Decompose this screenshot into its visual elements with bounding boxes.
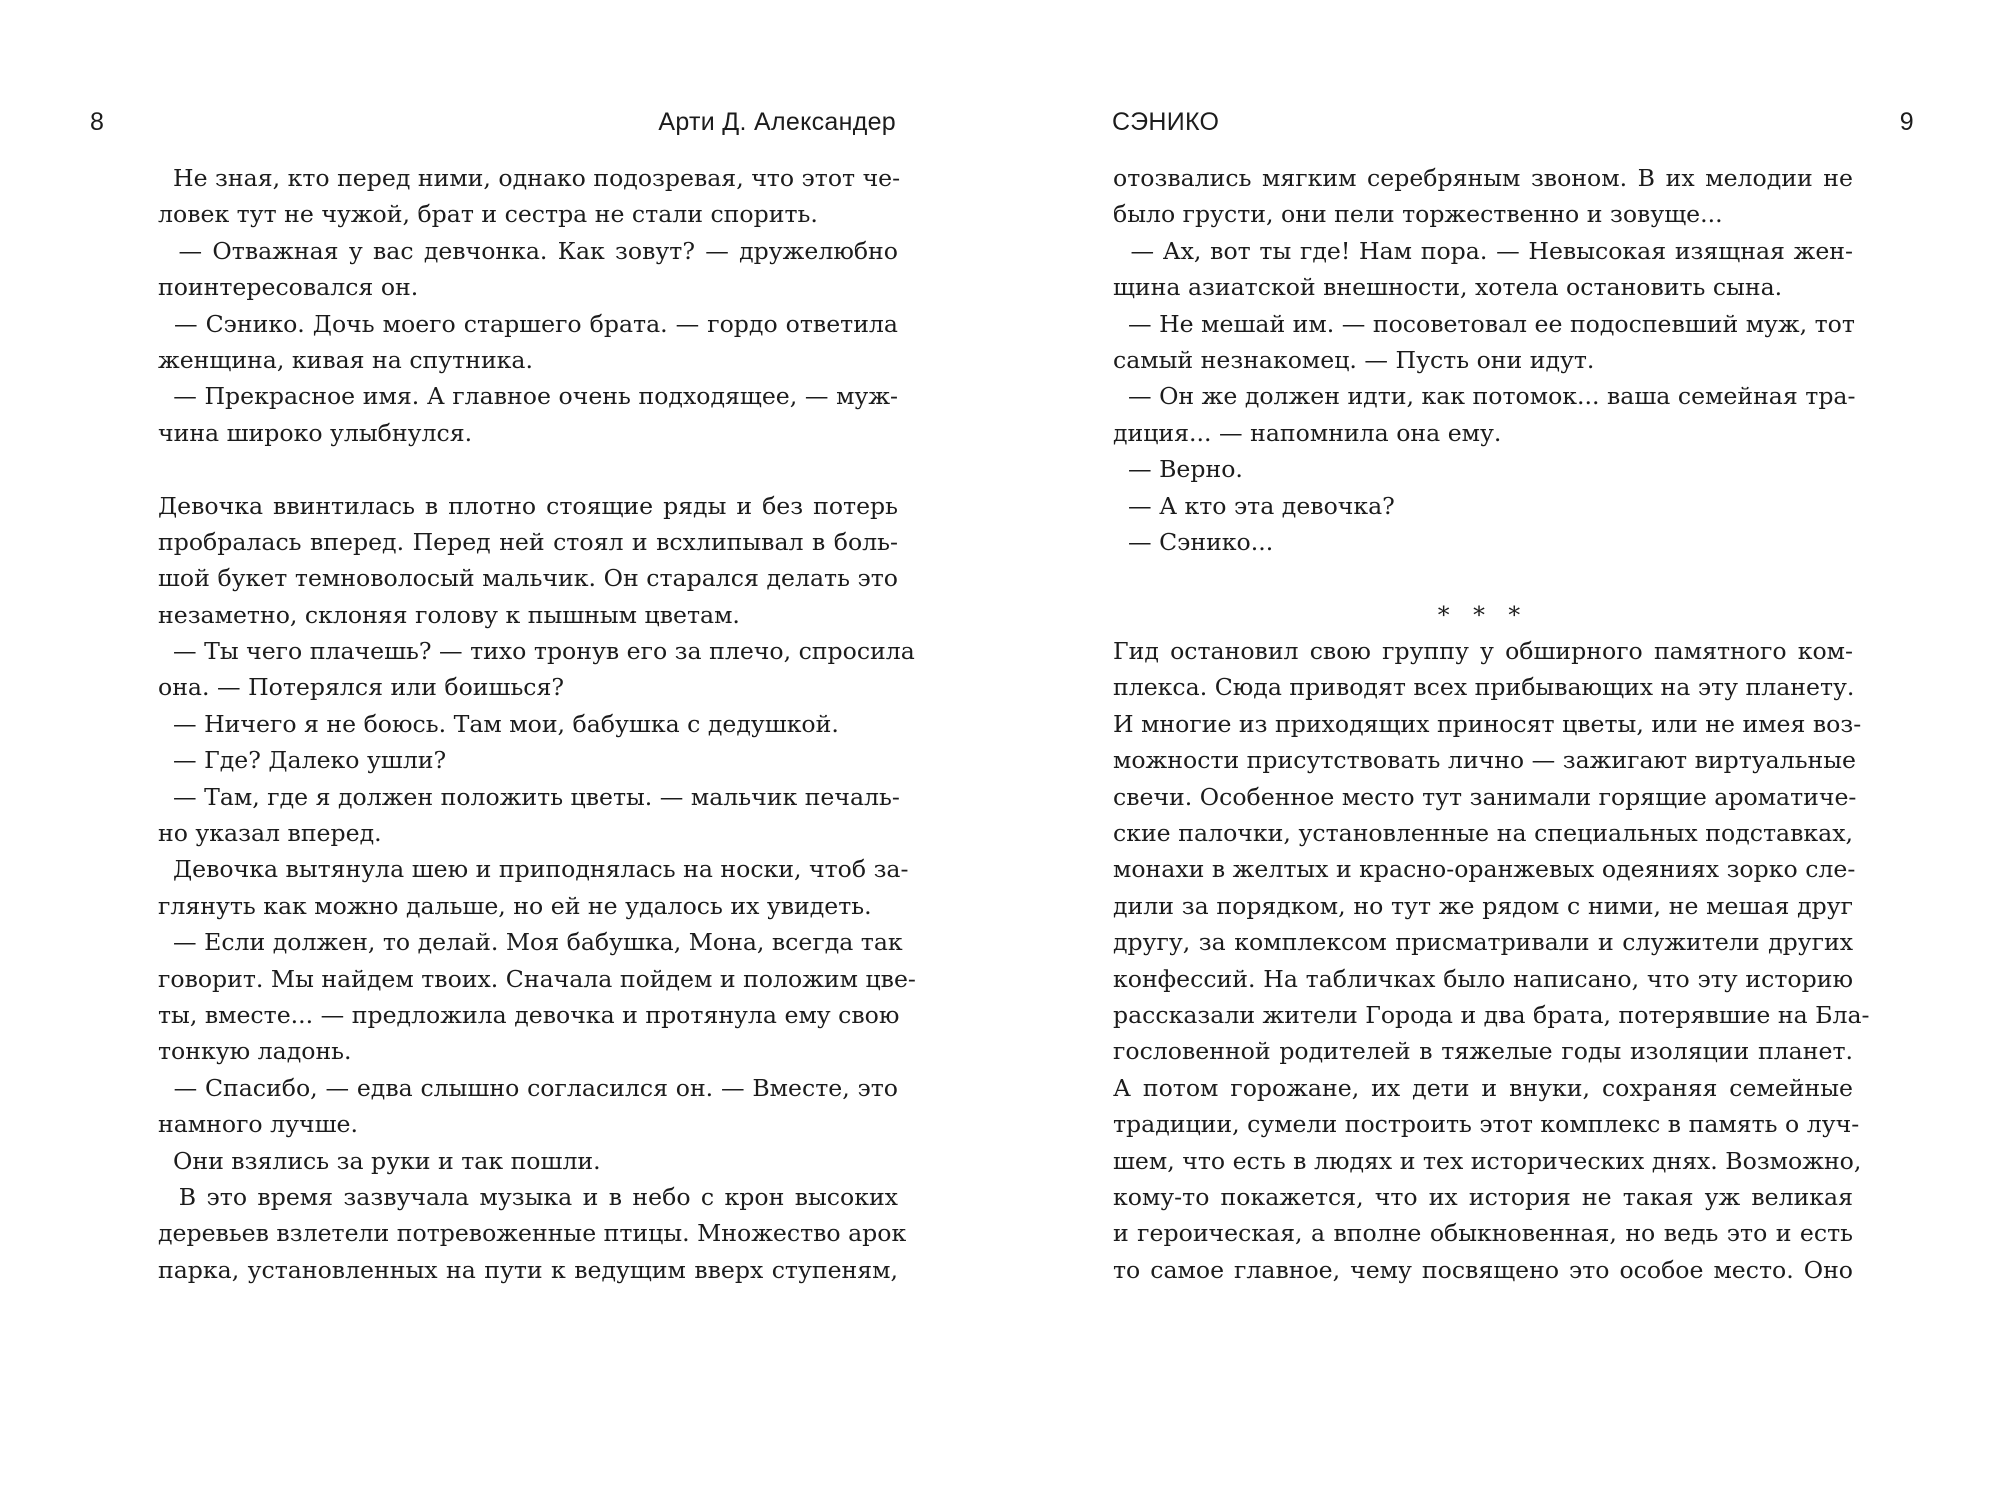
text-line: ские палочки, установленные на специальных подставках,	[1113, 819, 1853, 848]
text-line: намного лучше.	[158, 1110, 359, 1139]
text-line: деревьев взлетели потревоженные птицы. Множество арок	[158, 1219, 907, 1248]
text-line: то самое главное, чему посвящено это особое место. Оно	[1113, 1255, 1853, 1284]
text-line: можности присутствовать лично — зажигают виртуальные	[1113, 746, 1857, 775]
text-line: самый незнакомец. — Пусть они идут.	[1113, 345, 1595, 374]
text-line: — Верно.	[1113, 455, 1243, 484]
text-line: — Ах, вот ты где! Нам пора. — Невысокая изящная жен-	[1113, 236, 1853, 265]
text-line: и героическая, а вполне обыкновенная, но ведь это и есть	[1113, 1219, 1853, 1248]
text-line: — Ты чего плачешь? — тихо тронув его за плечо, спросила	[158, 637, 915, 666]
text-line: — Спасибо, — едва слышно согласился он. — Вместе, это	[158, 1073, 898, 1102]
text-line: щина азиатской внешности, хотела остановить сына.	[1113, 273, 1783, 302]
text-line: отозвались мягким серебряным звоном. В их мелодии не	[1113, 164, 1853, 192]
text-line: — Там, где я должен положить цветы. — мальчик печаль-	[158, 782, 900, 811]
page-number: 9	[1899, 108, 1914, 136]
text-line: традиции, сумели построить этот комплекс в память о луч-	[1113, 1110, 1860, 1139]
blank-line	[158, 451, 898, 487]
text-line: А потом горожане, их дети и внуки, сохраняя семейные	[1113, 1073, 1853, 1102]
text-line: она. — Потерялся или боишься?	[158, 673, 565, 702]
text-line: — Прекрасное имя. А главное очень подходящее, — муж-	[158, 382, 898, 411]
text-line: И многие из приходящих приносят цветы, или не имея воз-	[1113, 709, 1862, 738]
text-line: монахи в желтых и красно-оранжевых одеяниях зорко сле-	[1113, 855, 1856, 884]
right-page	[1000, 0, 2000, 1495]
text-line: плекса. Сюда приводят всех прибывающих на эту планету.	[1113, 673, 1855, 702]
text-line: чина широко улыбнулся.	[158, 418, 473, 447]
text-line: Они взялись за руки и так пошли.	[158, 1146, 601, 1175]
text-line: шой букет темноволосый мальчик. Он старался делать это	[158, 564, 898, 593]
text-line: парка, установленных на пути к ведущим вверх ступеням,	[158, 1255, 898, 1284]
text-line: диция... — напомнила она ему.	[1113, 418, 1502, 447]
text-line: Девочка ввинтилась в плотно стоящие ряды и без потерь	[158, 491, 898, 520]
text-line: — Ничего я не боюсь. Там мои, бабушка с дедушкой.	[158, 709, 839, 738]
page-number: 8	[90, 108, 105, 136]
text-line: Не зная, кто перед ними, однако подозревая, что этот че-	[158, 164, 901, 192]
text-line: было грусти, они пели торжественно и зовуще...	[1113, 200, 1723, 229]
text-line: кому-то покажется, что их история не такая уж великая	[1113, 1182, 1853, 1211]
text-line: шем, что есть в людях и тех исторических днях. Возможно,	[1113, 1146, 1862, 1175]
text-line: свечи. Особенное место тут занимали горящие ароматиче-	[1113, 782, 1857, 811]
text-line: тонкую ладонь.	[158, 1037, 352, 1066]
running-head-author: Арти Д. Александер	[658, 108, 896, 136]
text-line: пробралась вперед. Перед ней стоял и всхлипывал в боль-	[158, 527, 898, 556]
text-line: В это время зазвучала музыка и в небо с крон высоких	[158, 1182, 898, 1211]
text-line: — А кто эта девочка?	[1113, 491, 1395, 520]
text-line: Гид остановил свою группу у обширного памятного ком-	[1113, 637, 1853, 666]
section-break: * * *	[1437, 600, 1529, 629]
text-line: говорит. Мы найдем твоих. Сначала пойдем и положим цве-	[158, 964, 916, 993]
text-line: — Если должен, то делай. Моя бабушка, Мона, всегда так	[158, 928, 903, 957]
text-line: другу, за комплексом присматривали и служители других	[1113, 928, 1853, 957]
blank-line	[1113, 560, 1853, 596]
text-line: глянуть как можно дальше, но ей не удалось их увидеть.	[158, 891, 872, 920]
text-line: рассказали жители Города и два брата, потерявшие на Бла-	[1113, 1000, 1870, 1029]
text-line: — Сэнико...	[1113, 527, 1274, 556]
text-line: — Отважная у вас девчонка. Как зовут? — дружелюбно	[158, 236, 898, 265]
body-text	[158, 160, 916, 1288]
body-text	[1113, 160, 1870, 1288]
text-line: дили за порядком, но тут же рядом с ними, не мешая друг	[1113, 891, 1853, 920]
text-line: незаметно, склоняя голову к пышным цветам.	[158, 600, 740, 629]
text-line: — Сэнико. Дочь моего старшего брата. — гордо ответила	[158, 309, 898, 338]
text-line: конфессий. На табличках было написано, что эту историю	[1113, 964, 1853, 993]
text-line: — Он же должен идти, как потомок... ваша семейная тра-	[1113, 382, 1856, 411]
text-line: ловек тут не чужой, брат и сестра не стали спорить.	[158, 200, 818, 229]
text-line: поинтересовался он.	[158, 273, 419, 302]
text-line: Девочка вытянула шею и приподнялась на носки, чтоб за-	[158, 855, 909, 884]
text-line: ты, вместе... — предложила девочка и протянула ему свою	[158, 1000, 900, 1029]
text-line: — Где? Далеко ушли?	[158, 746, 447, 775]
text-line: — Не мешай им. — посоветовал ее подоспевший муж, тот	[1113, 309, 1855, 338]
text-line: но указал вперед.	[158, 819, 382, 848]
running-head-title: СЭНИКО	[1112, 108, 1220, 136]
text-line: гословенной родителей в тяжелые годы изоляции планет.	[1113, 1037, 1853, 1066]
text-line: женщина, кивая на спутника.	[158, 345, 533, 374]
